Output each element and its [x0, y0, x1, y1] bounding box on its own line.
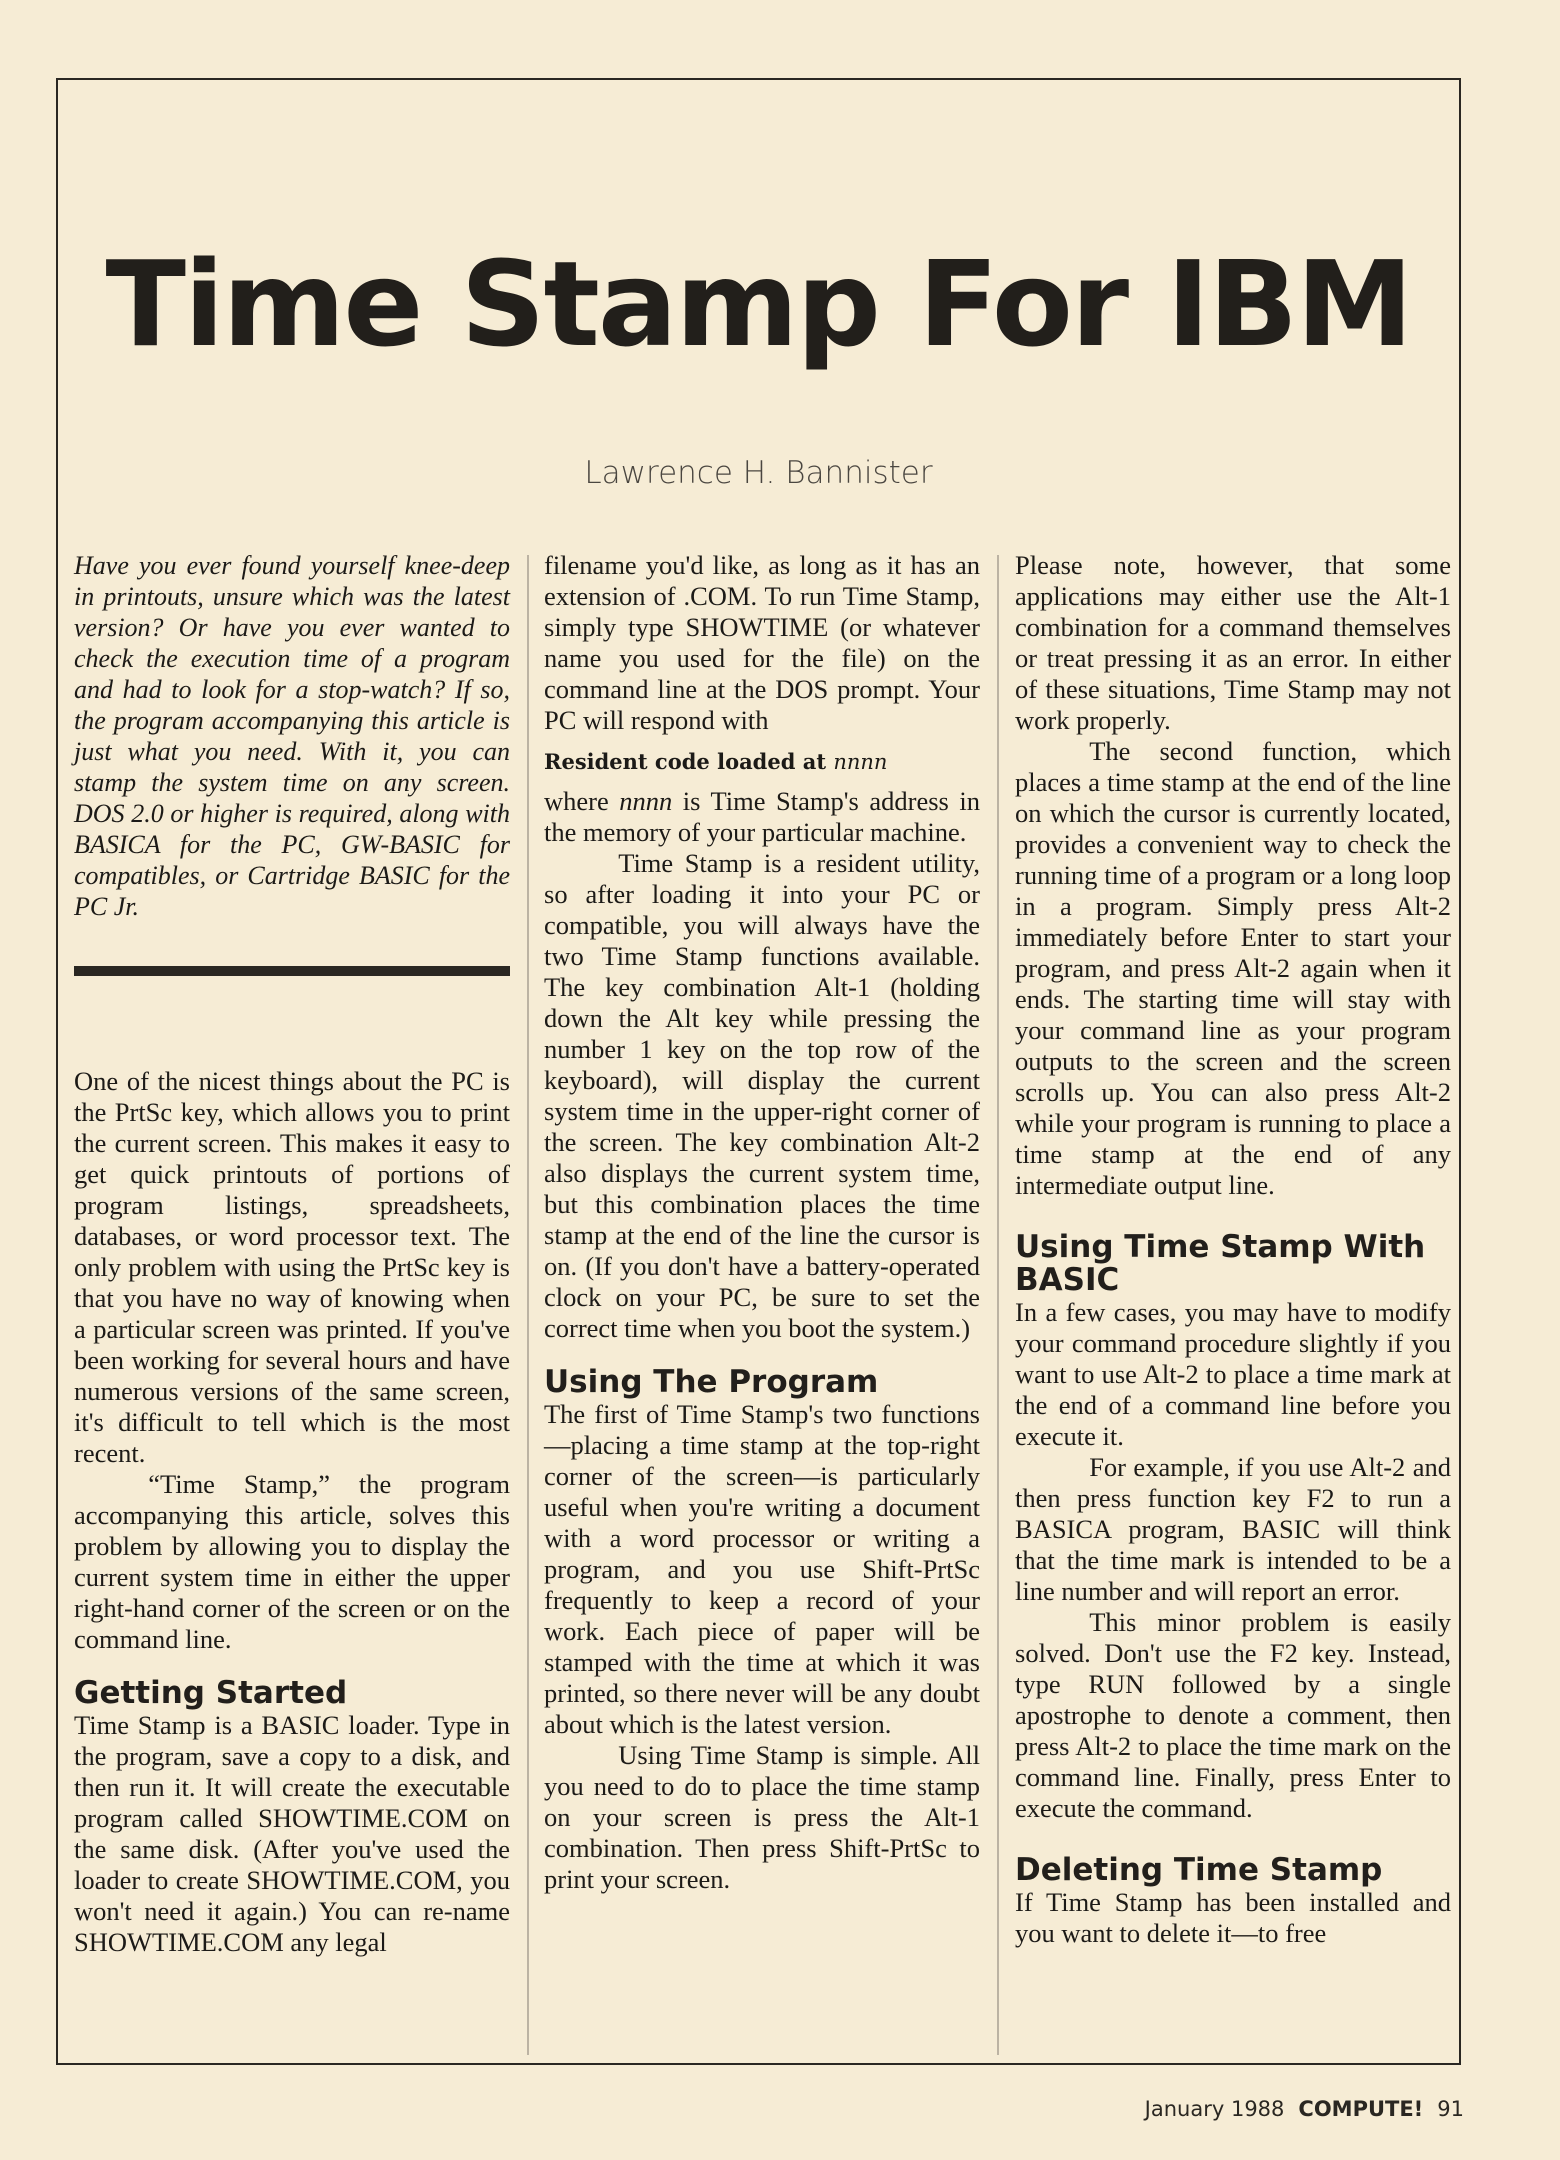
issue-date: January 1988: [1144, 2097, 1285, 2121]
paragraph: “Time Stamp,” the program accompanying this article, solves this problem by allowing you to display the current system time in either the upper right-hand corner of the screen or on the command line.: [74, 1469, 510, 1654]
text-span: where: [544, 786, 620, 816]
paragraph: One of the nicest things about the PC is the PrtSc key, which allows you to print the current screen. This makes it easy to get quick printouts of portions of program listings, spreadsheets, databases, or word processor text. The only problem with using the PrtSc key is that you have no way of knowing when a particular screen was printed. If you've been working for several hours and have numerous versions of the same screen, it's difficult to tell which is the most recent.: [74, 1066, 510, 1468]
program-output-line: [544, 746, 980, 778]
section-heading-deleting-time-stamp: Deleting Time Stamp: [1015, 1852, 1383, 1888]
section-heading-getting-started: Getting Started: [74, 1675, 348, 1711]
column-divider: [527, 555, 529, 2055]
column-divider: [997, 555, 999, 2055]
page-footer: [1145, 2097, 1464, 2121]
column-1: [74, 550, 510, 1958]
address-variable: nnnn: [619, 786, 673, 816]
article-dek: Have you ever found yourself knee-deep in printouts, unsure which was the latest version? Or have you ever wanted to check the execution time of a program and had to look for a stop-watch? If so, the program accompanying this article is just what you need. With it, you can stamp the system time on any screen. DOS 2.0 or higher is required, along with BASICA for the PC, GW-BASIC for compatibles, or Cartridge BASIC for the PC Jr.: [74, 551, 510, 921]
paragraph: For example, if you use Alt-2 and then press function key F2 to run a BASICA program, BASIC will think that the time mark is intended to be a line number and will report an error.: [1015, 1452, 1451, 1606]
paragraph: Time Stamp is a BASIC loader. Type in the program, save a copy to a disk, and then run it. It will create the executable program called SHOWTIME.COM on the same disk. (After you've used the loader to create SHOWTIME.COM, you won't need it again.) You can re-name SHOWTIME.COM any legal: [74, 1710, 510, 1957]
text-span: is Time Stamp's address in the memory of your particular machine.: [544, 786, 980, 847]
section-rule: [74, 966, 510, 976]
paragraph: This minor problem is easily solved. Don't use the F2 key. Instead, type RUN followed by a single apostrophe to denote a comment, then press Alt-2 to place the time mark on the command line. Finally, press Enter to execute the command.: [1015, 1607, 1451, 1823]
paragraph: filename you'd like, as long as it has an extension of .COM. To run Time Stamp, simply type SHOWTIME (or whatever name you used for the file) on the command line at the DOS prompt. Your PC will respond with: [544, 550, 980, 735]
program-output-text: Resident code loaded at: [544, 749, 834, 774]
author-byline: Lawrence H. Bannister: [584, 455, 933, 491]
paragraph: Using Time Stamp is simple. All you need to do to place the time stamp on your screen is press the Alt-1 combination. Then press Shift-PrtSc to print your screen.: [544, 1740, 980, 1894]
paragraph: Time Stamp is a resident utility, so after loading it into your PC or compatible, you will always have the two Time Stamp functions available. The key combination Alt-1 (holding down the Alt key while pressing the number 1 key on the top row of the keyboard), will display the current system time in the upper-right corner of the screen. The key combination Alt-2 also displays the current system time, but this combination places the time stamp at the end of the line the cursor is on. (If you don't have a battery-operated clock on your PC, be sure to set the correct time when you boot the system.): [544, 848, 980, 1343]
paragraph: Please note, however, that some applications may either use the Alt-1 combination for a command themselves or treat pressing it as an error. In either of these situations, Time Stamp may not work properly.: [1015, 550, 1451, 735]
article-title: Time Stamp For IBM: [105, 235, 1412, 373]
section-heading-using-time-stamp-with-basic: Using Time Stamp With BASIC: [1015, 1229, 1426, 1298]
paragraph: If Time Stamp has been installed and you want to delete it—to free: [1015, 1887, 1451, 1948]
paragraph: [544, 786, 980, 848]
address-variable: nnnn: [833, 750, 888, 774]
column-2: [544, 550, 980, 1895]
magazine-name: COMPUTE!: [1298, 2097, 1424, 2121]
page-number: 91: [1437, 2097, 1464, 2121]
paragraph: The first of Time Stamp's two functions—placing a time stamp at the top-right corner of the screen—is particularly useful when you're writing a document with a word processor or writing a program, and you use Shift-PrtSc frequently to keep a record of your work. Each piece of paper will be stamped with the time at which it was printed, so there never will be any doubt about which is the latest version.: [544, 1399, 980, 1739]
section-heading-using-the-program: Using The Program: [544, 1364, 879, 1400]
paragraph: The second function, which places a time stamp at the end of the line on which the cursor is currently located, provides a convenient way to check the running time of a program or a long loop in a program. Simply press Alt-2 immediately before Enter to start your program, and press Alt-2 again when it ends. The starting time will stay with your command line as your program outputs to the screen and the screen scrolls up. You can also press Alt-2 while your program is running to place a time stamp at the end of any intermediate output line.: [1015, 736, 1451, 1200]
column-3: [1015, 550, 1451, 1949]
paragraph: In a few cases, you may have to modify your command procedure slightly if you want to use Alt-2 to place a time mark at the end of a command line before you execute it.: [1015, 1297, 1451, 1451]
